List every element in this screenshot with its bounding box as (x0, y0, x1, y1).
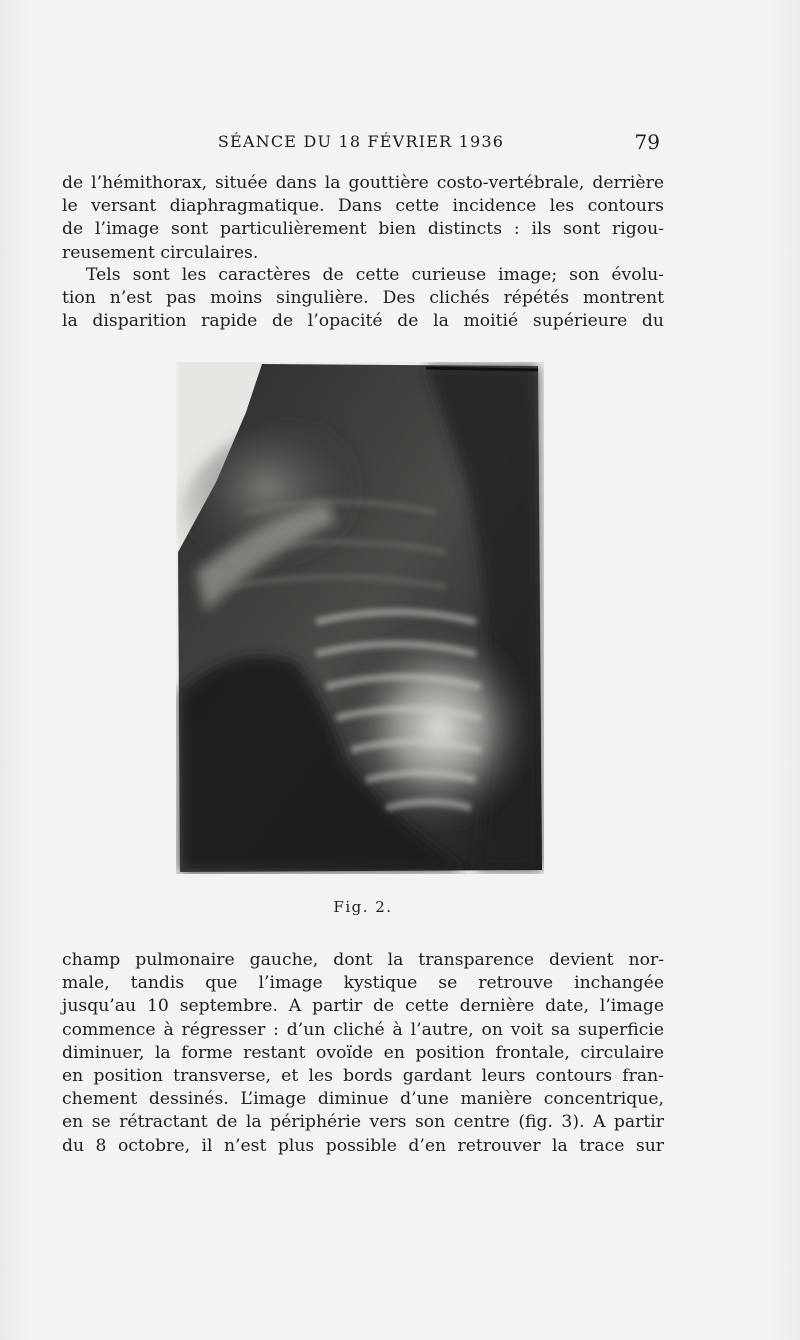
text-line: en position transverse, et les bords gardant leurs contours fran- (62, 1066, 664, 1087)
text-line: du 8 octobre, il n’est plus possible d’en retrouver la trace sur (62, 1135, 664, 1156)
page-number: 79 (634, 130, 660, 154)
radiograph-image (176, 362, 544, 874)
text-line: chement dessinés. L’image diminue d’une manière concentrique, (62, 1089, 664, 1110)
paragraph-characteristics (62, 264, 664, 334)
text-line: male, tandis que l’image kystique se retrouve inchangée (62, 973, 664, 994)
text-line: le versant diaphragmatique. Dans cette incidence les contours (62, 196, 664, 217)
text-line: la disparition rapide de l’opacité de la moitié supérieure du (62, 311, 664, 332)
radiograph-figure (176, 362, 544, 874)
paragraph-evolution (62, 949, 664, 1158)
text-line: de l’image sont particulièrement bien distincts : ils sont rigou- (62, 219, 664, 240)
paragraph-continued (62, 172, 664, 265)
figure-caption: Fig. 2. (333, 898, 393, 916)
text-line: de l’hémithorax, située dans la gouttière costo-vertébrale, derrière (62, 173, 664, 193)
running-title: SÉANCE DU 18 FÉVRIER 1936 (217, 132, 505, 151)
text-line: champ pulmonaire gauche, dont la transparence devient nor- (62, 950, 664, 970)
text-line: tion n’est pas moins singulière. Des clichés répétés montrent (62, 288, 664, 309)
text-line: reusement circulaires. (62, 242, 259, 263)
text-line: en se rétractant de la périphérie vers son centre (fig. 3). A partir (62, 1112, 664, 1133)
text-line: Tels sont les caractères de cette curieuse image; son évolu- (86, 265, 664, 285)
text-line: commence à régresser : d’un cliché à l’autre, on voit sa superficie (62, 1019, 664, 1040)
running-head (62, 128, 660, 158)
text-line: diminuer, la forme restant ovoïde en position frontale, circulaire (62, 1042, 664, 1063)
text-line: jusqu’au 10 septembre. A partir de cette dernière date, l’image (62, 996, 664, 1017)
